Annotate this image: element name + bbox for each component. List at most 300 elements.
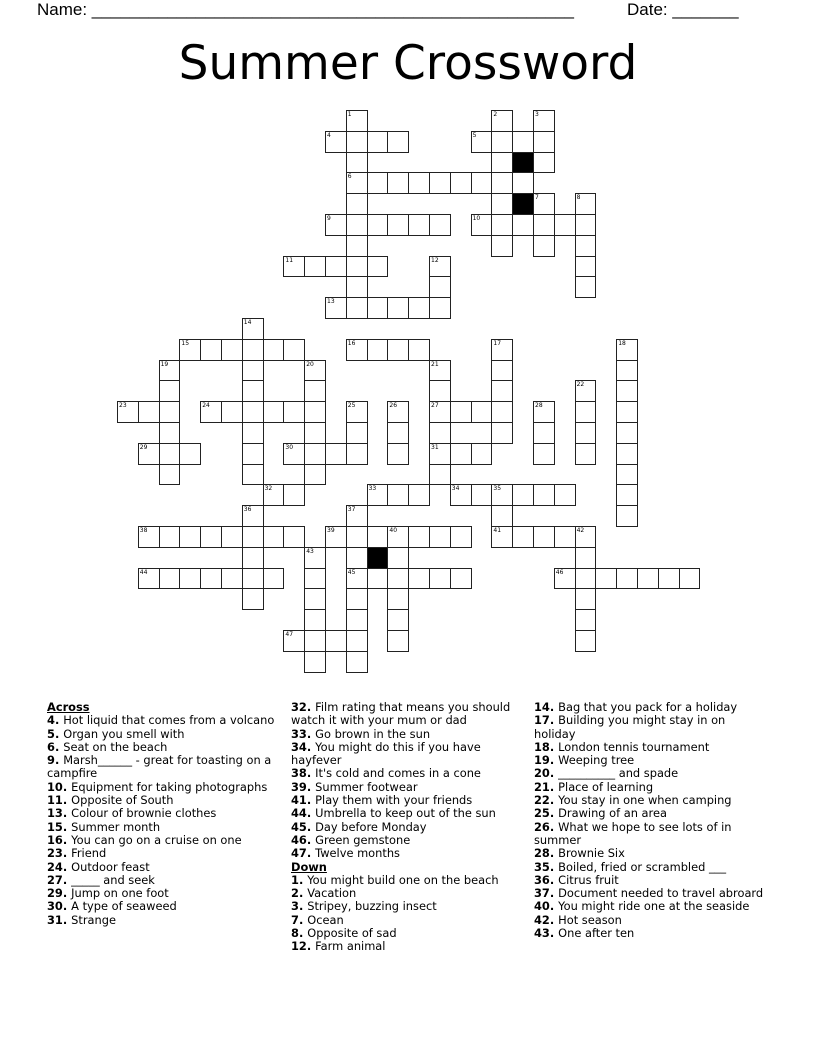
grid-cell[interactable] xyxy=(200,568,222,590)
grid-cell[interactable] xyxy=(533,110,555,132)
clue-number: 13 xyxy=(47,806,63,821)
grid-cell[interactable] xyxy=(491,360,513,382)
clue-text: Brownie Six xyxy=(558,846,625,861)
clue-number: 33 xyxy=(291,726,307,741)
grid-cell[interactable] xyxy=(283,630,305,652)
grid-cell[interactable] xyxy=(575,630,597,652)
grid-cell[interactable] xyxy=(325,214,347,236)
grid-cell[interactable] xyxy=(304,588,326,610)
clue-text: Film rating that means you should watch it with your mum or dad xyxy=(291,700,511,728)
grid-cell[interactable] xyxy=(471,401,493,423)
clue-text: Weeping tree xyxy=(558,753,635,768)
grid-cell[interactable] xyxy=(304,422,326,444)
clue-text: Opposite of South xyxy=(71,793,174,808)
grid-cell[interactable] xyxy=(658,568,680,590)
cell-number: 7 xyxy=(535,194,539,202)
clue-item: 23. Friend xyxy=(47,846,107,861)
grid-cell[interactable] xyxy=(242,380,264,402)
grid-cell[interactable] xyxy=(575,276,597,298)
grid-cell[interactable] xyxy=(304,360,326,382)
grid-cell[interactable] xyxy=(242,339,264,361)
grid-cell[interactable] xyxy=(471,172,493,194)
clue-number: 23 xyxy=(47,846,63,861)
grid-cell[interactable] xyxy=(200,401,222,423)
clue-number: 44 xyxy=(291,806,307,821)
clue-number: 41 xyxy=(291,793,307,808)
grid-cell[interactable] xyxy=(575,401,597,423)
grid-cell[interactable] xyxy=(346,443,368,465)
grid-cell[interactable] xyxy=(242,526,264,548)
grid-cell[interactable] xyxy=(346,651,368,673)
grid-cell[interactable] xyxy=(117,401,139,423)
grid-cell[interactable] xyxy=(429,380,451,402)
grid-cell[interactable] xyxy=(491,380,513,402)
grid-cell[interactable] xyxy=(554,484,576,506)
cell-number: 47 xyxy=(285,631,294,638)
grid-cell[interactable] xyxy=(263,401,285,423)
grid-cell[interactable] xyxy=(575,526,597,548)
grid-cell[interactable] xyxy=(159,464,181,486)
clue-item: 33. Go brown in the sun xyxy=(291,726,431,741)
grid-cell[interactable] xyxy=(159,380,181,402)
grid-cell[interactable] xyxy=(616,568,638,590)
grid-cell[interactable] xyxy=(242,401,264,423)
date-field[interactable]: Date: _______ xyxy=(627,0,739,19)
grid-cell[interactable] xyxy=(242,360,264,382)
grid-cell[interactable] xyxy=(346,193,368,215)
grid-cell[interactable] xyxy=(283,526,305,548)
grid-cell[interactable] xyxy=(159,401,181,423)
black-cell xyxy=(512,152,534,174)
grid-cell[interactable] xyxy=(491,214,513,236)
grid-cell[interactable] xyxy=(304,256,326,278)
grid-cell[interactable] xyxy=(408,172,430,194)
grid-cell[interactable] xyxy=(387,339,409,361)
grid-cell[interactable] xyxy=(346,609,368,631)
clue-number: 2 xyxy=(291,886,299,901)
clue-item: 4. Hot liquid that comes from a volcano xyxy=(47,713,275,728)
grid-cell[interactable] xyxy=(325,131,347,153)
grid-cell[interactable] xyxy=(387,547,409,569)
clue-text: One after ten xyxy=(558,926,635,941)
grid-cell[interactable] xyxy=(387,172,409,194)
grid-cell[interactable] xyxy=(263,339,285,361)
grid-cell[interactable] xyxy=(491,110,513,132)
clue-item: 36. Citrus fruit xyxy=(534,872,619,887)
grid-cell[interactable] xyxy=(595,568,617,590)
grid-cell[interactable] xyxy=(512,172,534,194)
grid-cell[interactable] xyxy=(283,256,305,278)
grid-cell[interactable] xyxy=(367,526,389,548)
cell-number: 35 xyxy=(493,485,502,493)
clue-text: Ocean xyxy=(307,912,344,927)
grid-cell[interactable] xyxy=(533,422,555,444)
grid-cell[interactable] xyxy=(387,401,409,423)
clue-number: 9 xyxy=(47,753,55,768)
clue-text: Marsh______ - great for toasting on a campfire xyxy=(47,753,272,781)
grid-cell[interactable] xyxy=(408,484,430,506)
grid-cell[interactable] xyxy=(346,526,368,548)
clue-text: Play them with your friends xyxy=(315,793,473,808)
grid-cell[interactable] xyxy=(346,256,368,278)
grid-cell[interactable] xyxy=(242,422,264,444)
clues-column-2 xyxy=(291,701,527,954)
grid-cell[interactable] xyxy=(367,214,389,236)
grid-cell[interactable] xyxy=(387,526,409,548)
grid-cell[interactable] xyxy=(533,484,555,506)
grid-cell[interactable] xyxy=(138,443,160,465)
grid-cell[interactable] xyxy=(138,401,160,423)
grid-cell[interactable] xyxy=(346,630,368,652)
grid-cell[interactable] xyxy=(429,360,451,382)
grid-cell[interactable] xyxy=(367,256,389,278)
grid-cell[interactable] xyxy=(200,526,222,548)
grid-cell[interactable] xyxy=(533,152,555,174)
grid-cell[interactable] xyxy=(387,214,409,236)
grid-cell[interactable] xyxy=(616,443,638,465)
grid-cell[interactable] xyxy=(429,256,451,278)
grid-cell[interactable] xyxy=(387,609,409,631)
grid-cell[interactable] xyxy=(221,339,243,361)
clue-item: 2. Vacation xyxy=(291,886,357,901)
grid-cell[interactable] xyxy=(429,297,451,319)
grid-cell[interactable] xyxy=(575,588,597,610)
grid-cell[interactable] xyxy=(242,588,264,610)
clue-item: 27. _____ and seek xyxy=(47,872,155,887)
clue-number: 17 xyxy=(534,713,550,728)
grid-cell[interactable] xyxy=(367,484,389,506)
cell-number: 6 xyxy=(347,173,352,181)
grid-cell[interactable] xyxy=(283,484,305,506)
grid-cell[interactable] xyxy=(429,443,451,465)
grid-cell[interactable] xyxy=(346,152,368,174)
grid-cell[interactable] xyxy=(179,339,201,361)
grid-cell[interactable] xyxy=(575,547,597,569)
clue-text: You might do this if you have hayfever xyxy=(291,739,481,768)
grid-cell[interactable] xyxy=(575,380,597,402)
grid-cell[interactable] xyxy=(367,131,389,153)
clue-number: 42 xyxy=(534,912,550,927)
grid-cell[interactable] xyxy=(159,360,181,382)
grid-cell[interactable] xyxy=(346,235,368,257)
grid-cell[interactable] xyxy=(491,422,513,444)
clue-item: 34. You might do this if you have hayfever xyxy=(291,739,481,768)
clue-item: 44. Umbrella to keep out of the sun xyxy=(291,806,496,821)
grid-cell[interactable] xyxy=(304,609,326,631)
grid-cell[interactable] xyxy=(263,568,285,590)
grid-cell[interactable] xyxy=(471,131,493,153)
grid-cell[interactable] xyxy=(491,235,513,257)
grid-cell[interactable] xyxy=(491,172,513,194)
grid-cell[interactable] xyxy=(325,630,347,652)
grid-cell[interactable] xyxy=(346,214,368,236)
grid-cell[interactable] xyxy=(387,630,409,652)
grid-cell[interactable] xyxy=(408,339,430,361)
clue-number: 20 xyxy=(534,766,550,781)
clue-item: 6. Seat on the beach xyxy=(47,739,168,754)
clue-item: 18. London tennis tournament xyxy=(534,739,710,754)
grid-cell[interactable] xyxy=(429,214,451,236)
grid-cell[interactable] xyxy=(138,526,160,548)
grid-cell[interactable] xyxy=(221,526,243,548)
cell-number: 41 xyxy=(493,527,502,534)
grid-cell[interactable] xyxy=(408,526,430,548)
grid-cell[interactable] xyxy=(408,297,430,319)
cell-number: 25 xyxy=(347,402,356,410)
clue-number: 45 xyxy=(291,819,307,834)
grid-cell[interactable] xyxy=(159,422,181,444)
cell-number: 5 xyxy=(472,131,477,139)
grid-cell[interactable] xyxy=(491,401,513,423)
clue-text: Opposite of sad xyxy=(307,926,397,941)
grid-cell[interactable] xyxy=(575,609,597,631)
grid-cell[interactable] xyxy=(575,235,597,257)
grid-cell[interactable] xyxy=(512,526,534,548)
grid-cell[interactable] xyxy=(533,235,555,257)
grid-cell[interactable] xyxy=(533,193,555,215)
grid-cell[interactable] xyxy=(304,464,326,486)
clue-number: 39 xyxy=(291,779,307,794)
grid-cell[interactable] xyxy=(346,131,368,153)
grid-cell[interactable] xyxy=(325,443,347,465)
grid-cell[interactable] xyxy=(346,588,368,610)
clue-text: __________ and spade xyxy=(558,766,679,781)
grid-cell[interactable] xyxy=(221,568,243,590)
grid-cell[interactable] xyxy=(387,443,409,465)
grid-cell[interactable] xyxy=(575,193,597,215)
grid-cell[interactable] xyxy=(367,339,389,361)
grid-cell[interactable] xyxy=(471,443,493,465)
grid-cell[interactable] xyxy=(637,568,659,590)
grid-cell[interactable] xyxy=(616,339,638,361)
grid-cell[interactable] xyxy=(429,172,451,194)
grid-cell[interactable] xyxy=(387,568,409,590)
clue-item: 10. Equipment for taking photographs xyxy=(47,779,268,794)
clue-text: Summer month xyxy=(71,819,161,834)
grid-cell[interactable] xyxy=(387,131,409,153)
grid-cell[interactable] xyxy=(159,443,181,465)
grid-cell[interactable] xyxy=(554,568,576,590)
grid-cell[interactable] xyxy=(367,568,389,590)
grid-cell[interactable] xyxy=(616,464,638,486)
grid-cell[interactable] xyxy=(179,443,201,465)
grid-cell[interactable] xyxy=(429,526,451,548)
grid-cell[interactable] xyxy=(242,547,264,569)
clue-text: Vacation xyxy=(307,886,357,901)
clue-number: 5 xyxy=(47,726,55,741)
grid-cell[interactable] xyxy=(346,339,368,361)
grid-cell[interactable] xyxy=(346,547,368,569)
grid-cell[interactable] xyxy=(304,651,326,673)
grid-cell[interactable] xyxy=(575,443,597,465)
grid-cell[interactable] xyxy=(346,172,368,194)
grid-cell[interactable] xyxy=(408,568,430,590)
grid-cell[interactable] xyxy=(387,297,409,319)
grid-cell[interactable] xyxy=(533,526,555,548)
grid-cell[interactable] xyxy=(346,568,368,590)
grid-cell[interactable] xyxy=(533,401,555,423)
grid-cell[interactable] xyxy=(387,422,409,444)
cell-number: 26 xyxy=(389,402,398,410)
grid-cell[interactable] xyxy=(346,401,368,423)
grid-cell[interactable] xyxy=(346,422,368,444)
clue-item: 1. You might build one on the beach xyxy=(291,872,499,887)
clue-number: 4 xyxy=(47,713,55,728)
clue-text: Seat on the beach xyxy=(63,739,168,754)
clue-item: 20. __________ and spade xyxy=(534,766,679,781)
clue-number: 6 xyxy=(47,739,55,754)
grid-cell[interactable] xyxy=(304,568,326,590)
grid-cell[interactable] xyxy=(616,484,638,506)
grid-cell[interactable] xyxy=(679,568,701,590)
grid-cell[interactable] xyxy=(179,526,201,548)
grid-cell[interactable] xyxy=(491,152,513,174)
clue-text: Hot season xyxy=(558,912,622,927)
grid-cell[interactable] xyxy=(159,526,181,548)
grid-cell[interactable] xyxy=(408,214,430,236)
grid-cell[interactable] xyxy=(283,443,305,465)
clues-column-1 xyxy=(47,701,283,927)
grid-cell[interactable] xyxy=(387,588,409,610)
grid-cell[interactable] xyxy=(616,505,638,527)
grid-cell[interactable] xyxy=(450,484,472,506)
grid-cell[interactable] xyxy=(450,526,472,548)
grid-cell[interactable] xyxy=(616,401,638,423)
grid-cell[interactable] xyxy=(159,568,181,590)
grid-cell[interactable] xyxy=(325,297,347,319)
cell-number: 18 xyxy=(618,339,626,347)
grid-cell[interactable] xyxy=(616,380,638,402)
cell-number: 28 xyxy=(535,402,543,410)
clue-item: 3. Stripey, buzzing insect xyxy=(291,899,437,914)
grid-cell[interactable] xyxy=(283,339,305,361)
grid-cell[interactable] xyxy=(387,484,409,506)
clue-heading: Down xyxy=(291,859,327,874)
cell-number: 29 xyxy=(139,443,148,451)
clue-text: Place of learning xyxy=(558,779,654,794)
grid-cell[interactable] xyxy=(471,214,493,236)
grid-cell[interactable] xyxy=(429,422,451,444)
clue-text: Farm animal xyxy=(315,939,386,954)
clue-number: 16 xyxy=(47,832,63,847)
grid-cell[interactable] xyxy=(179,568,201,590)
grid-cell[interactable] xyxy=(554,526,576,548)
grid-cell[interactable] xyxy=(575,256,597,278)
grid-cell[interactable] xyxy=(533,131,555,153)
grid-cell[interactable] xyxy=(429,401,451,423)
grid-cell[interactable] xyxy=(325,526,347,548)
cell-number: 19 xyxy=(160,360,169,368)
clue-number: 37 xyxy=(534,886,550,901)
grid-cell[interactable] xyxy=(491,339,513,361)
grid-cell[interactable] xyxy=(554,214,576,236)
grid-cell[interactable] xyxy=(429,276,451,298)
clue-text: You might ride one at the seaside xyxy=(558,899,750,914)
clue-text: Day before Monday xyxy=(315,819,427,834)
grid-cell[interactable] xyxy=(429,568,451,590)
grid-cell[interactable] xyxy=(346,297,368,319)
cell-number: 10 xyxy=(472,215,481,222)
grid-cell[interactable] xyxy=(138,568,160,590)
name-field[interactable]: Name: ___________________________________________________ xyxy=(37,0,574,19)
clue-number: 35 xyxy=(534,859,550,874)
grid-cell[interactable] xyxy=(263,526,285,548)
grid-cell[interactable] xyxy=(304,401,326,423)
grid-cell[interactable] xyxy=(367,172,389,194)
grid-cell[interactable] xyxy=(491,526,513,548)
cell-number: 40 xyxy=(389,527,398,534)
grid-cell[interactable] xyxy=(346,505,368,527)
grid-cell[interactable] xyxy=(304,630,326,652)
grid-cell[interactable] xyxy=(491,505,513,527)
grid-cell[interactable] xyxy=(242,464,264,486)
grid-cell[interactable] xyxy=(304,443,326,465)
cell-number: 1 xyxy=(347,111,352,118)
clue-number: 27 xyxy=(47,872,63,887)
clue-text: A type of seaweed xyxy=(71,899,177,914)
cell-number: 23 xyxy=(119,402,127,410)
grid-cell[interactable] xyxy=(429,464,451,486)
grid-cell[interactable] xyxy=(221,401,243,423)
clue-item: 12. Farm animal xyxy=(291,939,386,954)
cell-number: 2 xyxy=(493,111,498,118)
cell-number: 31 xyxy=(431,443,439,451)
grid-cell[interactable] xyxy=(575,568,597,590)
grid-cell[interactable] xyxy=(242,443,264,465)
grid-cell[interactable] xyxy=(367,297,389,319)
grid-cell[interactable] xyxy=(346,276,368,298)
grid-cell[interactable] xyxy=(304,547,326,569)
grid-cell[interactable] xyxy=(304,380,326,402)
grid-cell[interactable] xyxy=(263,484,285,506)
grid-cell[interactable] xyxy=(450,443,472,465)
cell-number: 8 xyxy=(576,194,581,202)
grid-cell[interactable] xyxy=(200,339,222,361)
grid-cell[interactable] xyxy=(512,214,534,236)
grid-cell[interactable] xyxy=(512,484,534,506)
grid-cell[interactable] xyxy=(450,172,472,194)
clue-item: 47. Twelve months xyxy=(291,846,400,861)
grid-cell[interactable] xyxy=(575,422,597,444)
grid-cell[interactable] xyxy=(533,214,555,236)
clue-item: 31. Strange xyxy=(47,912,116,927)
grid-cell[interactable] xyxy=(533,443,555,465)
grid-cell[interactable] xyxy=(325,256,347,278)
grid-cell[interactable] xyxy=(616,360,638,382)
clue-number: 11 xyxy=(47,793,63,808)
cell-number: 32 xyxy=(264,485,273,493)
grid-cell[interactable] xyxy=(242,318,264,340)
grid-cell[interactable] xyxy=(346,110,368,132)
grid-cell[interactable] xyxy=(491,193,513,215)
clue-item: 30. A type of seaweed xyxy=(47,899,177,914)
clue-item: 32. Film rating that means you should watch it with your mum or dad xyxy=(291,700,511,728)
grid-cell[interactable] xyxy=(450,401,472,423)
grid-cell[interactable] xyxy=(616,422,638,444)
grid-cell[interactable] xyxy=(512,131,534,153)
grid-cell[interactable] xyxy=(491,131,513,153)
grid-cell[interactable] xyxy=(283,401,305,423)
grid-cell[interactable] xyxy=(242,568,264,590)
grid-cell[interactable] xyxy=(450,568,472,590)
clue-number: 36 xyxy=(534,872,550,887)
clue-item: 5. Organ you smell with xyxy=(47,726,185,741)
cell-number: 12 xyxy=(431,256,439,264)
grid-cell[interactable] xyxy=(491,484,513,506)
grid-cell[interactable] xyxy=(575,214,597,236)
grid-cell[interactable] xyxy=(471,484,493,506)
grid-cell[interactable] xyxy=(242,505,264,527)
